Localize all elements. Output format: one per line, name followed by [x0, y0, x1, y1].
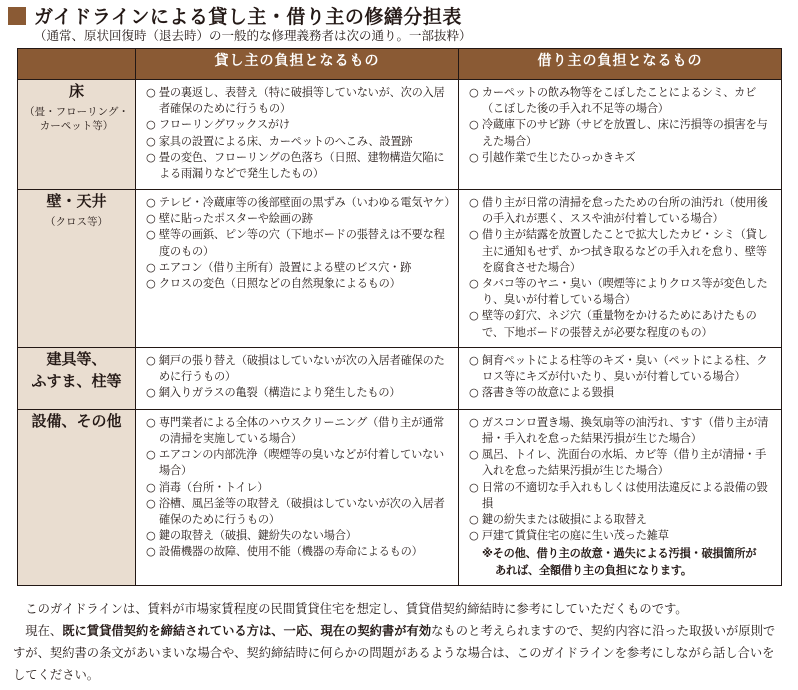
category-subtitle: （クロス等）: [45, 216, 108, 228]
list-item: ○ 借り主が結露を放置したことで拡大したカビ・シミ（貸し主に通知もせず、かつ拭き取るなどの手入れを怠り、壁等を腐食させた場合）: [469, 228, 768, 274]
title-row: [8, 2, 462, 29]
list-item: ○ テレビ・冷蔵庫等の後部壁面の黒ずみ（いわゆる電気ヤケ）: [146, 196, 456, 209]
footer-emphasis: 既に賃貸借契約を締結されている方は、一応、現在の契約書が有効: [62, 624, 432, 638]
list-item: ○ 専門業者による全体のハウスクリーニング（借り主が通常の清掃を実施している場合）: [146, 415, 445, 446]
list-item: ○ 畳の裏返し、表替え（特に破損等していないが、次の入居者確保のために行うもの）: [146, 86, 445, 116]
landlord-items: [136, 190, 459, 348]
category-cell-equipment: [18, 409, 136, 585]
category-subtitle: （畳・フローリング・: [24, 106, 129, 118]
category-title: 床: [68, 82, 84, 100]
tenant-note: ※その他、借り主の故意・過失による汚損・破損箇所が: [482, 547, 757, 561]
list-item: ○ タバコ等のヤニ・臭い（喫煙等によりクロス等が変色したり、臭いが付着している場合）: [469, 277, 768, 307]
footer-paragraph-2: [13, 620, 781, 686]
title-bullet-square: [8, 7, 26, 25]
list-item: ○ 壁に貼ったポスターや絵画の跡: [146, 212, 313, 226]
header-landlord: 貸し主の負担となるもの: [136, 49, 459, 80]
footer-text: 現在、: [25, 624, 63, 638]
list-item: ○ 壁等の画鋲、ピン等の穴（下地ボードの張替えは不要な程度のもの）: [146, 228, 445, 258]
list-item: ○ 戸建て賃貸住宅の庭に生い茂った雑草: [469, 529, 669, 543]
category-subtitle: カーペット等）: [39, 120, 114, 132]
footer-notes: [13, 598, 781, 686]
header-tenant: 借り主の負担となるもの: [459, 49, 782, 80]
category-cell-wall: [18, 190, 136, 348]
tenant-note: あれば、全額借り主の負担になります。: [495, 563, 692, 577]
list-item: ○ 網戸の張り替え（破損はしていないが次の入居者確保のために行うもの）: [146, 353, 445, 384]
list-item: ○ エアコン（借り主所有）設置による壁のビス穴・跡: [146, 260, 412, 274]
list-item: ○ 落書き等の故意による毀損: [469, 386, 614, 400]
list-item: ○ 引越作業で生じたひっかきキズ: [469, 150, 636, 164]
tenant-items: [459, 347, 782, 409]
footer-paragraph-1: このガイドラインは、賃料が市場家賃程度の民間賃貸住宅を想定し、賃貸借契約締結時に参考にしていただくものです。: [25, 602, 688, 616]
list-item: ○ 網入りガラスの亀裂（構造により発生したもの）: [146, 386, 401, 400]
list-item: ○ 飼育ペットによる柱等のキズ・臭い（ペットによる柱、クロス等にキズが付いたり、臭いが付着している場合）: [469, 353, 768, 384]
tenant-items: [459, 190, 782, 348]
page-subtitle: （通常、原状回復時（退去時）の一般的な修理義務者は次の通り。一部抜粋）: [34, 28, 472, 43]
list-item: ○ 鍵の紛失または破損による取替え: [469, 513, 647, 527]
table-row: [18, 80, 782, 190]
list-item: ○ クロスの変色（日照などの自然現象によるもの）: [146, 277, 401, 291]
list-item: ○ 畳の変色、フローリングの色落ち（日照、建物構造欠陥による雨漏りなどで発生したもの）: [146, 150, 445, 181]
table-row: [18, 347, 782, 409]
list-item: ○ 借り主が日常の清掃を怠ったための台所の油汚れ（使用後の手入れが悪く、ススや油が付着している場合）: [469, 196, 768, 226]
landlord-items: [136, 347, 459, 409]
page-title: ガイドラインによる貸し主・借り主の修繕分担表: [34, 6, 462, 28]
list-item: ○ 壁等の釘穴、ネジ穴（重量物をかけるためにあけたもので、下地ボードの張替えが必要な程度のもの）: [469, 309, 757, 339]
list-item: ○ フローリングワックスがけ: [146, 118, 290, 132]
table-header-row: [18, 49, 782, 80]
tenant-items: [459, 80, 782, 190]
category-title: ふすま、柱等: [31, 371, 122, 390]
list-item: ○ 鍵の取替え（破損、鍵紛失のない場合）: [146, 529, 357, 543]
table-row: [18, 409, 782, 585]
list-item: ○ 風呂、トイレ、洗面台の水垢、カビ等（借り主が清掃・手入れを怠った結果汚損が生じた場合）: [469, 448, 767, 478]
category-cell-floor: [18, 80, 136, 190]
repair-share-table: [17, 48, 782, 586]
list-item: ○ 浴槽、風呂釜等の取替え（破損はしていないが次の入居者確保のために行うもの）: [146, 496, 445, 527]
category-cell-fittings: [18, 347, 136, 409]
list-item: ○ カーペットの飲み物等をこぼしたことによるシミ、カビ（こぼした後の手入れ不足等の場合）: [469, 86, 757, 116]
list-item: ○ エアコンの内部洗浄（喫煙等の臭いなどが付着していない場合）: [146, 448, 445, 478]
landlord-items: [136, 409, 459, 585]
list-item: ○ 消毒（台所・トイレ）: [146, 480, 269, 494]
list-item: ○ 家具の設置による床、カーペットのへこみ、設置跡: [146, 134, 413, 148]
list-item: ○ 設備機器の故障、使用不能（機器の寿命によるもの）: [146, 545, 423, 559]
category-title: 建具等、: [46, 349, 107, 368]
list-item: ○ 日常の不適切な手入れもしくは使用法違反による設備の毀損: [469, 480, 768, 510]
footer-text: なものと考えられますので、契約内容に沿った取扱いが原則ですが、契約書の条文があいまいな場合や、契約締結時に何らかの問題があるような場合は、このガイドラインを参考にしながら話し合いをしてください。: [13, 624, 776, 682]
landlord-items: [136, 80, 459, 190]
category-title: 設備、その他: [31, 411, 122, 430]
list-item: ○ ガスコンロ置き場、換気扇等の油汚れ、すす（借り主が清掃・手入れを怠った結果汚損が生じた場合）: [469, 415, 769, 446]
category-title: 壁・天井: [46, 192, 107, 210]
list-item: ○ 冷蔵庫下のサビ跡（サビを放置し、床に汚損等の損害を与えた場合）: [469, 118, 768, 148]
header-blank-cell: [18, 49, 136, 80]
table-row: [18, 190, 782, 348]
tenant-items: [459, 409, 782, 585]
